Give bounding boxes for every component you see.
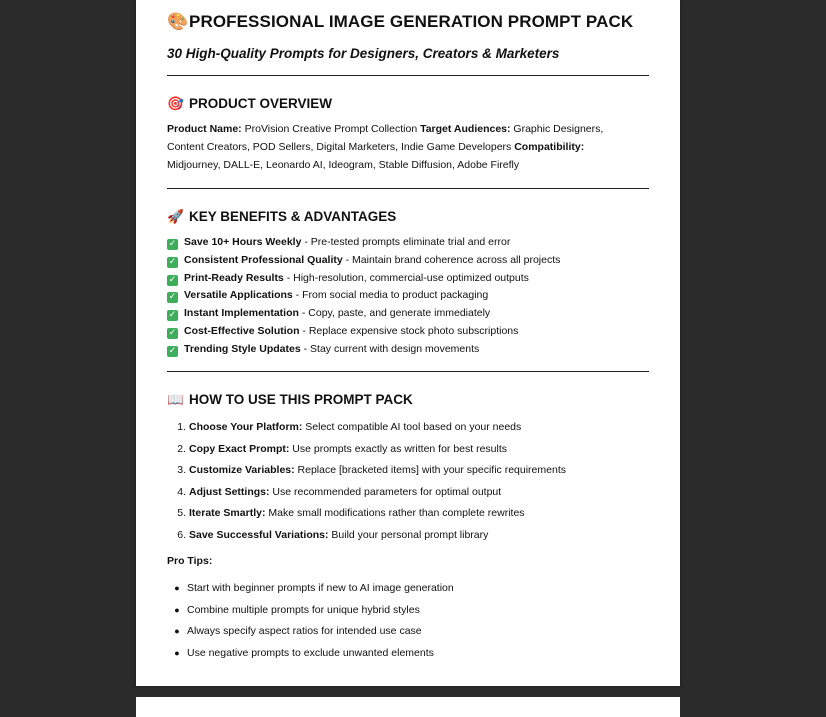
benefits-list [167, 234, 560, 359]
list-item: 3. Customize Variables: Replace [bracketed items] with your specific requirements [177, 464, 566, 477]
list-item: ✓ Consistent Professional Quality - Maintain brand coherence across all projects [168, 253, 561, 267]
steps-list [167, 417, 566, 547]
list-item: 1. Choose Your Platform: Select compatible AI tool based on your needs [177, 421, 522, 433]
list-item: ✓ Trending Style Updates - Stay current with design movements [168, 342, 480, 356]
list-item: ✓ Cost-Effective Solution - Replace expensive stock photo subscriptions [168, 324, 519, 338]
divider [167, 371, 649, 372]
list-item: ● Combine multiple prompts for unique hybrid styles [167, 600, 454, 622]
book-icon: 📖 [167, 392, 184, 408]
list-item: ✓ Instant Implementation - Copy, paste, and generate immediately [168, 307, 491, 321]
checkmark-icon: ✓ [168, 274, 177, 285]
list-item: 6. Save Successful Variations: Build your personal prompt library [177, 528, 489, 541]
document-page [136, 0, 680, 686]
tips-list [167, 578, 454, 664]
divider [167, 188, 649, 189]
checkmark-icon: ✓ [168, 327, 177, 338]
bullet-icon: ● [174, 626, 180, 637]
target-icon: 🎯 [167, 96, 184, 112]
overview-heading: 🎯 PRODUCT OVERVIEW [167, 96, 333, 112]
rocket-icon: 🚀 [167, 209, 184, 225]
pro-tips-heading: Pro Tips: [167, 555, 213, 567]
howto-heading: 📖 HOW TO USE THIS PROMPT PACK [167, 392, 413, 408]
list-item: ✓ Save 10+ Hours Weekly - Pre-tested prompts eliminate trial and error [168, 236, 511, 249]
divider [167, 75, 649, 76]
benefits-heading: 🚀 KEY BENEFITS & ADVANTAGES [167, 209, 397, 225]
list-item: 2. Copy Exact Prompt: Use prompts exactly as written for best results [177, 442, 508, 455]
checkmark-icon: ✓ [168, 345, 177, 356]
checkmark-icon: ✓ [168, 256, 177, 267]
list-item: ● Use negative prompts to exclude unwanted elements [167, 643, 454, 665]
bullet-icon: ● [174, 647, 180, 658]
list-item: ● Always specify aspect ratios for intended use case [167, 621, 454, 643]
next-page [136, 697, 680, 717]
page-title: 🎨PROFESSIONAL IMAGE GENERATION PROMPT PACK [167, 12, 634, 32]
palette-icon: 🎨 [167, 12, 189, 32]
list-item: ✓ Print-Ready Results - High-resolution, commercial-use optimized outputs [168, 271, 529, 285]
list-item: ✓ Versatile Applications - From social media to product packaging [168, 289, 489, 303]
bullet-icon: ● [174, 604, 180, 615]
page-subtitle: 30 High-Quality Prompts for Designers, Creators & Marketers [167, 46, 560, 61]
list-item: ● Start with beginner prompts if new to AI image generation [167, 578, 454, 600]
overview-paragraph: Product Name: ProVision Creative Prompt Collection Target Audiences: Graphic Designers, Content Creators, POD Sellers, Digital Marketers, Indie Game Developers Compatibility: Midjourney, DALL-E, Leonardo AI, Ideogram, Stable Diffusion, Adobe Firefly [167, 123, 604, 171]
checkmark-icon: ✓ [168, 292, 177, 303]
checkmark-icon: ✓ [168, 239, 177, 249]
bullet-icon: ● [174, 583, 180, 593]
checkmark-icon: ✓ [168, 310, 177, 321]
list-item: 5. Iterate Smartly: Make small modifications rather than complete rewrites [177, 507, 525, 520]
list-item: 4. Adjust Settings: Use recommended parameters for optimal output [177, 485, 502, 498]
